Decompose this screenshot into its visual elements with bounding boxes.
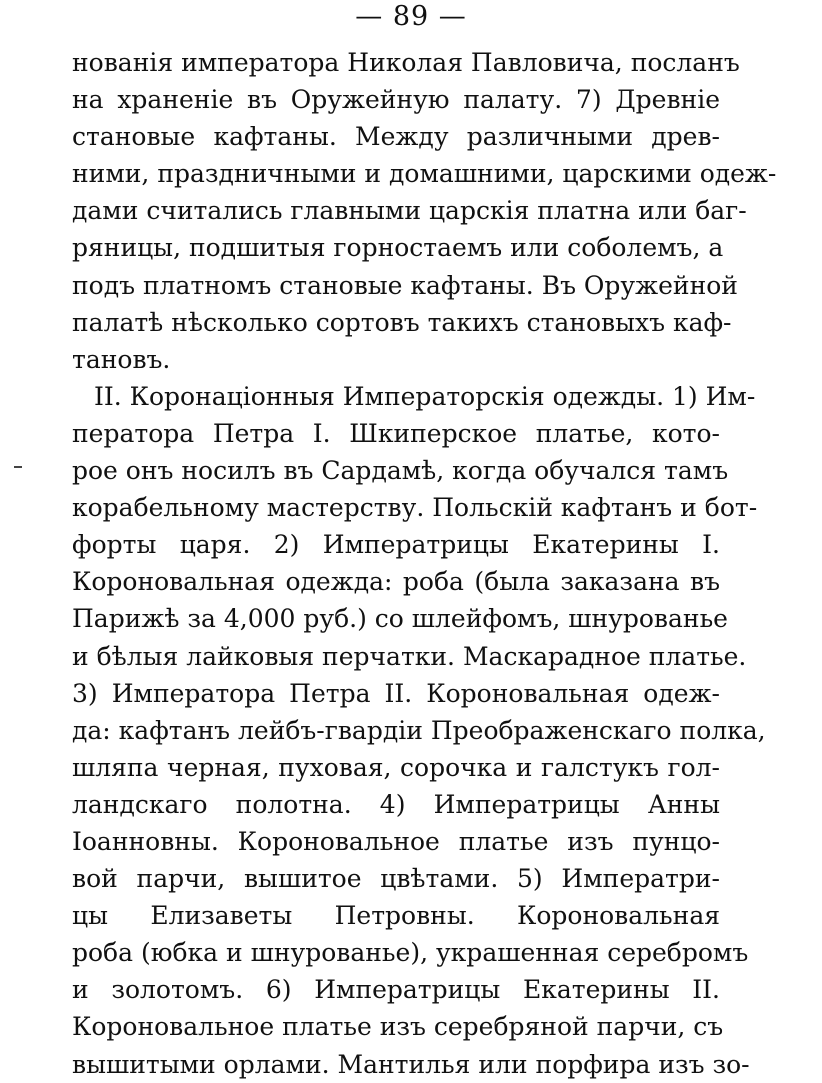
text-line: Іоанновны. Короновальное платье изъ пунцо- xyxy=(72,826,720,856)
text-line: Короновальное платье изъ серебряной парчи, съ xyxy=(72,1012,724,1042)
text-line: нованія императора Николая Павловича, посланъ xyxy=(72,48,740,77)
text-line: Парижѣ за 4,000 руб.) со шлейфомъ, шнурованье xyxy=(72,604,728,634)
text-line: да: кафтанъ лейбъ-гвардіи Преображенскаго полка, xyxy=(72,715,766,745)
text-line: ператора Петра I. Шкиперское платье, кото- xyxy=(72,418,720,448)
text-line: дами считались главными царскія платна или баг- xyxy=(72,196,747,226)
text-line: ними, праздничными и домашними, царскими одеж- xyxy=(72,159,777,189)
text-line: вой парчи, вышитое цвѣтами. 5) Императри- xyxy=(72,864,720,894)
text-line: ряницы, подшитыя горностаемъ или соболемъ, а xyxy=(72,233,724,263)
text-line: шляпа черная, пуховая, сорочка и галстукъ гол- xyxy=(72,752,720,782)
text-line: цы Елизаветы Петровны. Короновальная xyxy=(72,901,720,931)
text-line: Короновальная одежда: роба (была заказана въ xyxy=(72,567,720,597)
text-line: форты царя. 2) Императрицы Екатерины I. xyxy=(72,530,720,560)
text-line: корабельному мастерству. Польскій кафтанъ и бот- xyxy=(72,493,758,523)
text-line: вышитыми орлами. Мантилья или порфира изъ зо- xyxy=(72,1049,750,1079)
text-line: тановъ. xyxy=(72,344,171,374)
text-line: роба (юбка и шнурованье), украшенная серебромъ xyxy=(72,938,749,968)
text-line: ландскаго полотна. 4) Императрицы Анны xyxy=(72,789,720,819)
text-line: и золотомъ. 6) Императрицы Екатерины II. xyxy=(72,975,720,1005)
text-line: становые кафтаны. Между различными древ- xyxy=(72,122,720,152)
page-number: — 89 — xyxy=(355,1,467,32)
text-line: палатѣ нѣсколько сортовъ такихъ становыхъ каф- xyxy=(72,307,732,337)
text-line: подъ платномъ становые кафтаны. Въ Оружейной xyxy=(72,270,738,300)
text-line: рое онъ носилъ въ Сардамѣ, когда обучался тамъ xyxy=(72,456,729,486)
text-line: и бѣлыя лайковыя перчатки. Маскарадное платье. xyxy=(72,641,747,671)
text-line: на храненіе въ Оружейную палату. 7) Древніе xyxy=(72,85,720,115)
section-heading-line: II. Коронаціонныя Императорскія одежды. 1) Им- xyxy=(94,381,756,411)
text-line: 3) Императора Петра II. Короновальная одеж- xyxy=(72,678,720,708)
body-text xyxy=(72,44,777,1083)
margin-mark xyxy=(14,466,22,468)
